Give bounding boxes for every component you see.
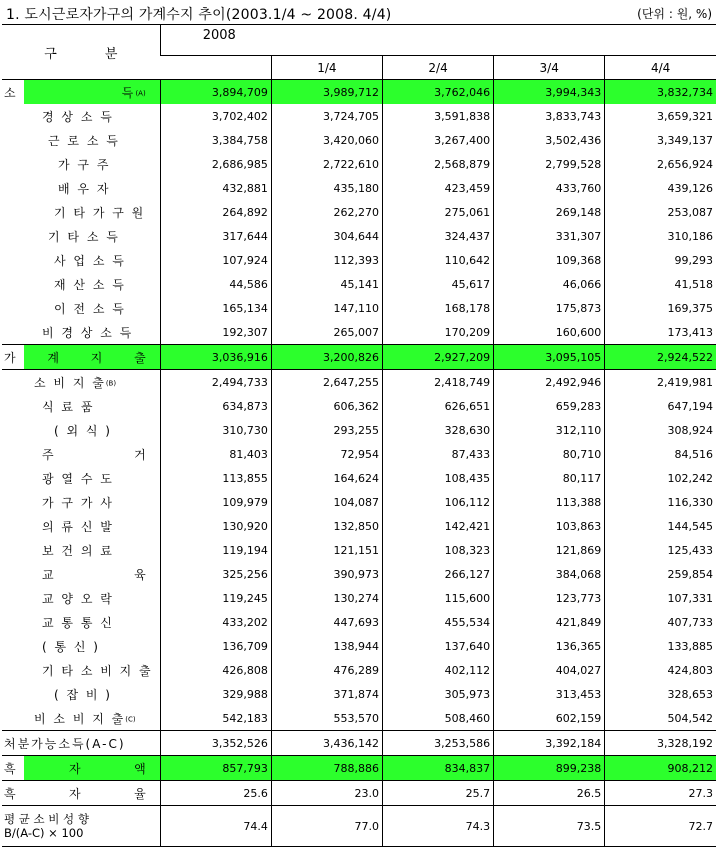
value-cell: 110,642 [382, 248, 493, 272]
value-cell: 103,863 [494, 514, 605, 538]
row-label-text: ( 잡 비 ) [54, 687, 112, 702]
row-label [2, 731, 160, 756]
value-cell: 136,709 [160, 634, 271, 658]
row-label-text: 배 우 자 [58, 181, 111, 196]
table-row [2, 538, 716, 562]
table-row [2, 634, 716, 658]
row-label [2, 514, 160, 538]
value-cell: 313,453 [494, 682, 605, 706]
value-cell: 2,494,733 [160, 370, 271, 395]
value-cell: 81,403 [160, 442, 271, 466]
row-label-text: 교 양 오 락 [42, 591, 114, 606]
row-label-text: ( 외 식 ) [54, 423, 112, 438]
row-label [2, 248, 160, 272]
table-row [2, 466, 716, 490]
row-label [2, 200, 160, 224]
value-cell: 3,420,060 [271, 128, 382, 152]
value-cell: 626,651 [382, 394, 493, 418]
value-cell: 262,270 [271, 200, 382, 224]
value-cell: 3,502,436 [494, 128, 605, 152]
value-cell: 2,492,946 [494, 370, 605, 395]
value-cell: 857,793 [160, 756, 271, 781]
value-cell: 113,855 [160, 466, 271, 490]
value-cell: 390,973 [271, 562, 382, 586]
value-cell: 3,267,400 [382, 128, 493, 152]
row-label [2, 806, 160, 847]
value-cell: 542,183 [160, 706, 271, 731]
value-cell: 3,659,321 [605, 104, 716, 128]
value-cell: 87,433 [382, 442, 493, 466]
value-cell: 402,112 [382, 658, 493, 682]
table-body [2, 80, 716, 847]
quarter-header: 4/4 [605, 56, 716, 80]
value-cell: 2,686,985 [160, 152, 271, 176]
value-cell: 433,202 [160, 610, 271, 634]
table-row [2, 370, 716, 395]
value-cell: 77.0 [271, 806, 382, 847]
value-cell: 107,331 [605, 586, 716, 610]
table-row [2, 610, 716, 634]
table-row [2, 176, 716, 200]
table-row [2, 682, 716, 706]
value-cell: 119,194 [160, 538, 271, 562]
row-label-char: 액 [134, 761, 146, 776]
value-cell: 328,653 [605, 682, 716, 706]
value-cell: 3,724,705 [271, 104, 382, 128]
household-budget-table [2, 24, 716, 847]
row-label-char: 주 [42, 447, 54, 462]
value-cell: 106,112 [382, 490, 493, 514]
row-label [2, 634, 160, 658]
value-cell: 192,307 [160, 320, 271, 345]
row-label [2, 562, 160, 586]
value-cell: 25.6 [160, 781, 271, 806]
row-label-text: 소 비 지 출 [34, 375, 106, 390]
value-cell: 304,644 [271, 224, 382, 248]
value-cell: 435,180 [271, 176, 382, 200]
value-cell: 116,330 [605, 490, 716, 514]
row-label-char: 계 [47, 350, 59, 365]
value-cell: 109,368 [494, 248, 605, 272]
table-row [2, 104, 716, 128]
row-label-text: 기 타 소 득 [48, 229, 120, 244]
table-row [2, 200, 716, 224]
value-cell: 317,644 [160, 224, 271, 248]
value-cell: 23.0 [271, 781, 382, 806]
row-label-text: 교 통 통 신 [42, 615, 114, 630]
table-row [2, 296, 716, 320]
table-row [2, 562, 716, 586]
row-label [2, 128, 160, 152]
value-cell: 164,624 [271, 466, 382, 490]
row-label-char: 육 [134, 567, 146, 582]
value-cell: 275,061 [382, 200, 493, 224]
value-cell: 266,127 [382, 562, 493, 586]
row-label-text: 가 구 가 사 [42, 495, 114, 510]
value-cell: 104,087 [271, 490, 382, 514]
value-cell: 73.5 [494, 806, 605, 847]
row-label-char: 출 [134, 350, 146, 365]
row-label [2, 394, 160, 418]
row-label [2, 80, 160, 105]
value-cell: 72,954 [271, 442, 382, 466]
value-cell: 173,413 [605, 320, 716, 345]
row-label [2, 104, 160, 128]
value-cell: 137,640 [382, 634, 493, 658]
value-cell: 132,850 [271, 514, 382, 538]
value-cell: 3,591,838 [382, 104, 493, 128]
value-cell: 169,375 [605, 296, 716, 320]
value-cell: 46,066 [494, 272, 605, 296]
value-cell: 108,323 [382, 538, 493, 562]
value-cell: 404,027 [494, 658, 605, 682]
quarter-header: 2/4 [382, 56, 493, 80]
page-title: 1. 도시근로자가구의 가계수지 추이(2003.1/4 ~ 2008. 4/4) [6, 7, 392, 23]
value-cell: 3,894,709 [160, 80, 271, 105]
value-cell: 27.3 [605, 781, 716, 806]
value-cell: 2,656,924 [605, 152, 716, 176]
value-cell: 834,837 [382, 756, 493, 781]
value-cell: 44,586 [160, 272, 271, 296]
value-cell: 130,274 [271, 586, 382, 610]
row-label-text: 가 구 주 [58, 157, 111, 172]
value-cell: 908,212 [605, 756, 716, 781]
table-row [2, 442, 716, 466]
value-cell: 455,534 [382, 610, 493, 634]
value-cell: 553,570 [271, 706, 382, 731]
row-label-char: 자 [69, 761, 81, 776]
value-cell: 3,253,586 [382, 731, 493, 756]
value-cell: 312,110 [494, 418, 605, 442]
value-cell: 433,760 [494, 176, 605, 200]
row-label [2, 682, 160, 706]
value-cell: 328,630 [382, 418, 493, 442]
value-cell: 308,924 [605, 418, 716, 442]
value-cell: 74.3 [382, 806, 493, 847]
value-cell: 324,437 [382, 224, 493, 248]
row-label-text: 기 타 가 구 원 [54, 205, 146, 220]
row-label-text: ( 통 신 ) [42, 639, 100, 654]
value-cell: 3,349,137 [605, 128, 716, 152]
value-cell: 142,421 [382, 514, 493, 538]
row-label [2, 176, 160, 200]
quarter-header: 3/4 [494, 56, 605, 80]
row-label-text: 이 전 소 득 [54, 301, 126, 316]
value-cell: 130,920 [160, 514, 271, 538]
value-cell: 165,134 [160, 296, 271, 320]
value-cell: 310,730 [160, 418, 271, 442]
value-cell: 508,460 [382, 706, 493, 731]
row-label [2, 442, 160, 466]
value-cell: 102,242 [605, 466, 716, 490]
table-row [2, 781, 716, 806]
value-cell: 80,710 [494, 442, 605, 466]
value-cell: 3,384,758 [160, 128, 271, 152]
row-label-text: 광 열 수 도 [42, 471, 114, 486]
table-row [2, 272, 716, 296]
value-cell: 899,238 [494, 756, 605, 781]
value-cell: 3,702,402 [160, 104, 271, 128]
value-cell: 115,600 [382, 586, 493, 610]
value-cell: 168,178 [382, 296, 493, 320]
row-label [2, 224, 160, 248]
table-row [2, 658, 716, 682]
row-label [2, 490, 160, 514]
value-cell: 175,873 [494, 296, 605, 320]
value-cell: 371,874 [271, 682, 382, 706]
value-cell: 325,256 [160, 562, 271, 586]
table-row [2, 418, 716, 442]
table-row [2, 224, 716, 248]
value-cell: 421,849 [494, 610, 605, 634]
row-label [2, 586, 160, 610]
row-label-text: 보 건 의 료 [42, 543, 114, 558]
row-label-text: 비 경 상 소 득 [42, 325, 134, 340]
value-cell: 26.5 [494, 781, 605, 806]
row-label [2, 272, 160, 296]
value-cell: 3,833,743 [494, 104, 605, 128]
table-row [2, 806, 716, 847]
row-label [2, 538, 160, 562]
value-cell: 602,159 [494, 706, 605, 731]
table-row [2, 731, 716, 756]
row-label-char: 지 [90, 350, 103, 365]
value-cell: 123,773 [494, 586, 605, 610]
value-cell: 265,007 [271, 320, 382, 345]
value-cell: 384,068 [494, 562, 605, 586]
row-label-char: 자 [69, 786, 81, 801]
value-cell: 3,762,046 [382, 80, 493, 105]
unit-note: (단위 : 원, %) [637, 7, 712, 21]
value-cell: 2,568,879 [382, 152, 493, 176]
row-label-char: 가 [4, 350, 16, 365]
value-cell: 147,110 [271, 296, 382, 320]
table-row [2, 248, 716, 272]
value-cell: 2,927,209 [382, 345, 493, 370]
value-cell: 138,944 [271, 634, 382, 658]
value-cell: 3,436,142 [271, 731, 382, 756]
value-cell: 439,126 [605, 176, 716, 200]
value-cell: 2,419,981 [605, 370, 716, 395]
value-cell: 133,885 [605, 634, 716, 658]
value-cell: 109,979 [160, 490, 271, 514]
value-cell: 136,365 [494, 634, 605, 658]
value-cell: 634,873 [160, 394, 271, 418]
table-row [2, 152, 716, 176]
value-cell: 329,988 [160, 682, 271, 706]
value-cell: 293,255 [271, 418, 382, 442]
value-cell: 259,854 [605, 562, 716, 586]
year-header: 2008 [160, 25, 716, 56]
row-label-text: 비 소 비 지 출 [34, 711, 126, 726]
value-cell: 3,832,734 [605, 80, 716, 105]
value-cell: 45,617 [382, 272, 493, 296]
row-label [2, 370, 160, 395]
value-cell: 476,289 [271, 658, 382, 682]
value-cell: 331,307 [494, 224, 605, 248]
value-cell: 121,151 [271, 538, 382, 562]
value-cell: 3,352,526 [160, 731, 271, 756]
row-label-text: 평 균 소 비 성 향 [4, 812, 89, 826]
value-cell: 2,418,749 [382, 370, 493, 395]
value-cell: 305,973 [382, 682, 493, 706]
value-cell: 659,283 [494, 394, 605, 418]
row-label-mark: (B) [105, 379, 117, 387]
value-cell: 426,808 [160, 658, 271, 682]
row-label [2, 345, 160, 370]
row-label-char: 득 (A) [121, 85, 146, 100]
row-label-char: 거 [134, 447, 146, 462]
table-row [2, 706, 716, 731]
row-label-char: 소 [4, 85, 16, 100]
row-label [2, 466, 160, 490]
row-label [2, 756, 160, 781]
value-cell: 119,245 [160, 586, 271, 610]
row-label-text: 사 업 소 득 [54, 253, 126, 268]
row-label-text: 근 로 소 득 [48, 133, 120, 148]
value-cell: 310,186 [605, 224, 716, 248]
value-cell: 3,328,192 [605, 731, 716, 756]
row-label-char: 흑 [4, 786, 16, 801]
row-label-text: 처분가능소득(A-C) [4, 736, 126, 751]
row-label-text: 식 료 품 [42, 399, 95, 414]
value-cell: 84,516 [605, 442, 716, 466]
value-cell: 80,117 [494, 466, 605, 490]
value-cell: 125,433 [605, 538, 716, 562]
row-label-mark: (C) [125, 715, 136, 723]
value-cell: 2,647,255 [271, 370, 382, 395]
value-cell: 170,209 [382, 320, 493, 345]
value-cell: 41,518 [605, 272, 716, 296]
row-label [2, 418, 160, 442]
value-cell: 2,722,610 [271, 152, 382, 176]
value-cell: 423,459 [382, 176, 493, 200]
row-label-char: 율 [134, 786, 146, 801]
value-cell: 72.7 [605, 806, 716, 847]
row-label-text: 의 류 신 발 [42, 519, 114, 534]
row-label [2, 610, 160, 634]
row-label [2, 658, 160, 682]
value-cell: 407,733 [605, 610, 716, 634]
category-header: 구 분 [2, 25, 160, 80]
row-label-text: 기 타 소 비 지 출 [42, 663, 153, 678]
table-row [2, 345, 716, 370]
row-label [2, 320, 160, 345]
table-row [2, 80, 716, 105]
row-label [2, 706, 160, 731]
value-cell: 3,989,712 [271, 80, 382, 105]
value-cell: 74.4 [160, 806, 271, 847]
table-row [2, 514, 716, 538]
row-label [2, 781, 160, 806]
value-cell: 45,141 [271, 272, 382, 296]
value-cell: 113,388 [494, 490, 605, 514]
value-cell: 3,200,826 [271, 345, 382, 370]
value-cell: 160,600 [494, 320, 605, 345]
value-cell: 424,803 [605, 658, 716, 682]
value-cell: 788,886 [271, 756, 382, 781]
value-cell: 3,036,916 [160, 345, 271, 370]
value-cell: 2,799,528 [494, 152, 605, 176]
value-cell: 3,994,343 [494, 80, 605, 105]
value-cell: 121,869 [494, 538, 605, 562]
value-cell: 269,148 [494, 200, 605, 224]
value-cell: 144,545 [605, 514, 716, 538]
table-row [2, 320, 716, 345]
value-cell: 447,693 [271, 610, 382, 634]
row-label-text: 경 상 소 득 [42, 109, 114, 124]
table-row [2, 756, 716, 781]
row-label-char: 교 [42, 567, 54, 582]
value-cell: 112,393 [271, 248, 382, 272]
value-cell: 253,087 [605, 200, 716, 224]
value-cell: 2,924,522 [605, 345, 716, 370]
value-cell: 432,881 [160, 176, 271, 200]
value-cell: 264,892 [160, 200, 271, 224]
value-cell: 107,924 [160, 248, 271, 272]
value-cell: 99,293 [605, 248, 716, 272]
table-row [2, 490, 716, 514]
value-cell: 3,392,184 [494, 731, 605, 756]
value-cell: 3,095,105 [494, 345, 605, 370]
value-cell: 606,362 [271, 394, 382, 418]
row-label-text: 재 산 소 득 [54, 277, 126, 292]
table-row [2, 586, 716, 610]
value-cell: 108,435 [382, 466, 493, 490]
row-label [2, 152, 160, 176]
table-row [2, 128, 716, 152]
row-label [2, 296, 160, 320]
row-label-formula: B/(A-C) × 100 [4, 826, 84, 840]
row-label-char: 흑 [4, 761, 16, 776]
value-cell: 647,194 [605, 394, 716, 418]
value-cell: 25.7 [382, 781, 493, 806]
quarter-header-placeholder [160, 56, 271, 80]
value-cell: 504,542 [605, 706, 716, 731]
quarter-header: 1/4 [271, 56, 382, 80]
table-row [2, 394, 716, 418]
